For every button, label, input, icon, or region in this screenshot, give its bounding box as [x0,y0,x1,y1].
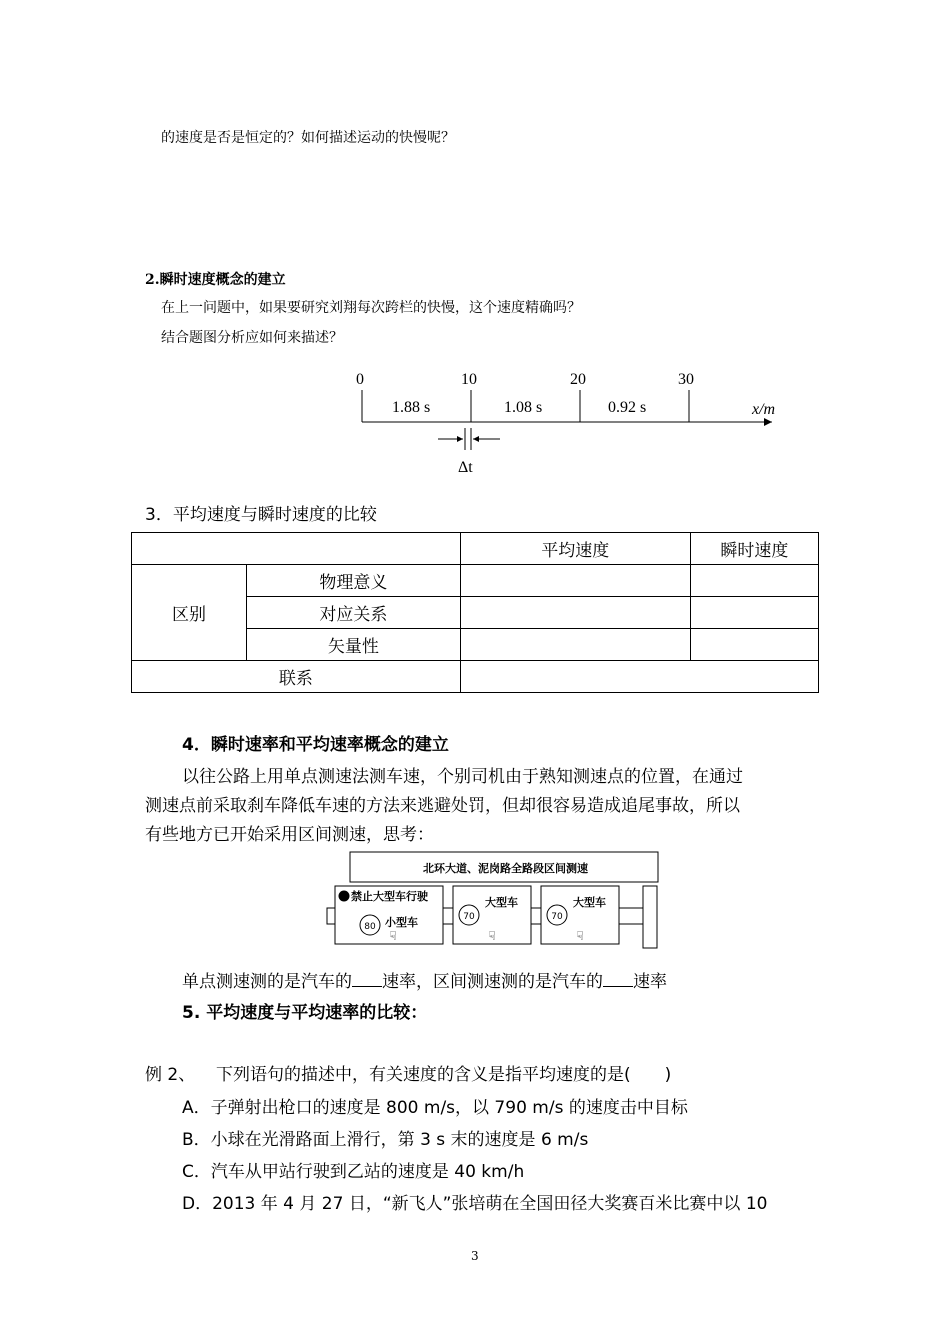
section-4-line-1: 以往公路上用单点测速法测车速，个别司机由于熟知测速点的位置，在通过 [182,767,743,787]
option-a: A．子弹射出枪口的速度是 800 m/s，以 790 m/s 的速度击中目标 [182,1098,688,1118]
limit-70-text-2: 70 [551,912,563,922]
sign-post [643,886,657,948]
section-3-title: 3．平均速度与瞬时速度的比较 [145,505,377,525]
answer-blank-1[interactable] [352,970,382,987]
section-4-line-3: 有些地方已开始采用区间测速，思考： [145,825,434,845]
speed-sign-illustration [325,850,665,950]
row-physical-meaning: 物理意义 [247,565,461,597]
no-truck-icon [339,891,349,901]
header-instantaneous-velocity: 瞬时速度 [690,533,818,565]
option-d: D．2013 年 4 月 27 日，“新飞人”张培萌在全国田径大奖赛百米比赛中以 10 [182,1194,768,1214]
section-4-line-2: 测速点前采取刹车降低车速的方法来逃避处罚，但却很容易造成追尾事故，所以 [145,796,740,816]
page-number: 3 [471,1249,479,1263]
hand-icon-1: ☟ [389,929,397,943]
axis-arrowhead [764,418,772,426]
row-correspondence: 对应关系 [247,597,461,629]
tick-label-0: 0 [356,371,364,388]
fill-blank-question [182,967,667,992]
time-label-3: 0.92 s [608,399,647,416]
tick-label-10: 10 [461,371,477,388]
large-car-text-2: 大型车 [573,896,606,909]
question-part-3: 速率 [633,972,667,992]
section-5-title: 5. 平均速度与平均速率的比较： [182,1003,428,1023]
hand-icon-3: ☟ [576,929,584,943]
row-vector-property: 矢量性 [247,629,461,661]
option-c: C．汽车从甲站行驶到乙站的速度是 40 km/h [182,1162,525,1182]
row-relation: 联系 [132,661,461,693]
time-label-1: 1.88 s [392,399,431,416]
section-4-title: 4．瞬时速率和平均速率概念的建立 [182,735,449,755]
tick-label-20: 20 [570,371,586,388]
header-average-velocity: 平均速度 [460,533,690,565]
hand-icon-2: ☟ [488,929,496,943]
question-part-1: 单点测速测的是汽车的 [182,972,352,992]
delta-t-label: Δt [458,459,473,476]
answer-blank-2[interactable] [603,970,633,987]
axis-label: x/m [752,401,776,418]
small-car-text: 小型车 [385,916,418,929]
section-2-title: 2.瞬时速度概念的建立 [145,272,286,288]
example-question: 下列语句的描述中，有关速度的含义是指平均速度的是( ) [216,1065,672,1085]
question-part-2: 速率，区间测速测的是汽车的 [382,972,603,992]
row-group-difference: 区别 [132,565,247,661]
large-car-text-1: 大型车 [485,896,518,909]
limit-70-text-1: 70 [463,912,475,922]
comparison-table [131,532,819,693]
no-truck-text: 禁止大型车行驶 [351,890,428,903]
tick-label-30: 30 [678,371,694,388]
option-b: B．小球在光滑路面上滑行，第 3 s 末的速度是 6 m/s [182,1130,589,1150]
example-label: 例 2、 [145,1065,196,1085]
time-label-2: 1.08 s [504,399,543,416]
motion-diagram [340,362,800,482]
intro-line: 的速度是否是恒定的？如何描述运动的快慢呢？ [161,130,455,146]
section-2-paragraph-2: 结合题图分析应如何来描述？ [161,330,343,346]
sign-header-text: 北环大道、泥岗路全路段区间测速 [423,862,588,875]
limit-80-text: 80 [364,922,376,932]
section-2-paragraph-1: 在上一问题中，如果要研究刘翔每次跨栏的快慢，这个速度精确吗？ [161,300,581,316]
